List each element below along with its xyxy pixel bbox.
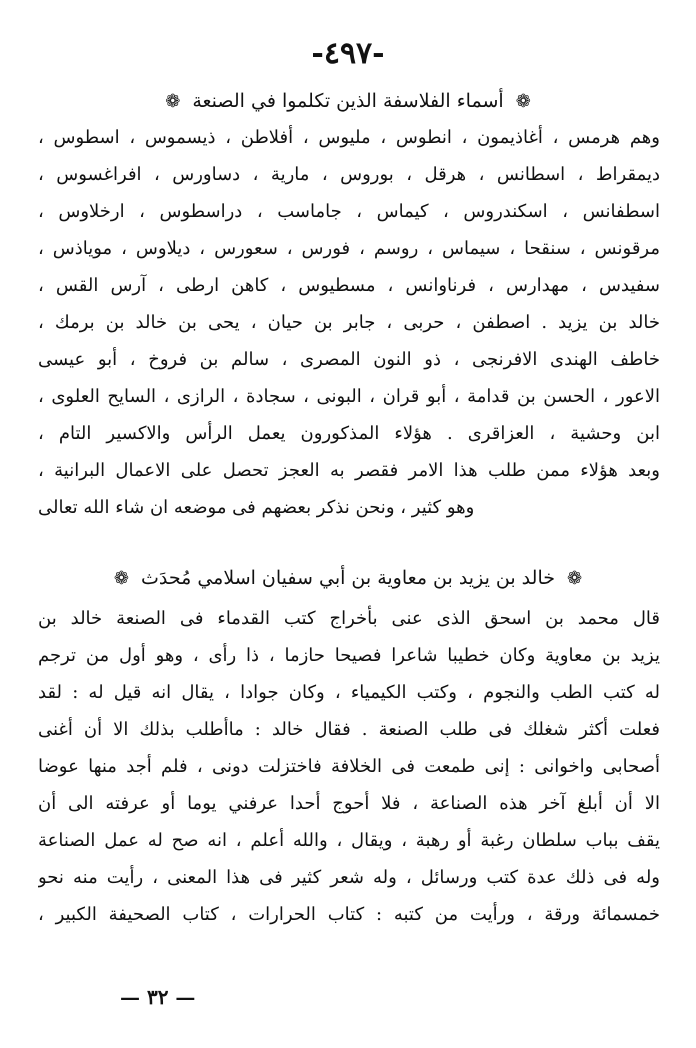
text-line: ديمقراط ، اسطانس ، هرقل ، بوروس ، مارية ، دساورس ، افراغسوس ، xyxy=(38,164,660,185)
text-line: اسطفانس ، اسكندروس ، كيماس ، جاماسب ، دراسطوس ، ارخلاوس ، xyxy=(38,201,660,222)
text-line: قال محمد بن اسحق الذى عنى بأخراج كتب القدماء فى الصنعة خالد بن xyxy=(38,608,660,629)
signature-mark: — ٣٢ — xyxy=(120,985,196,1009)
text-line: سفيدس ، مهدارس ، فرناوانس ، مسطيوس ، كاهن ارطى ، آرس القس ، xyxy=(38,275,660,296)
text-line: له كتب الطب والنجوم ، وكتب الكيمياء ، وكان جوادا ، يقال انه قيل له : لقد xyxy=(38,682,660,703)
text-line: الاعور ، الحسن بن قدامة ، أبو قران ، البونى ، سجادة ، الرازى ، السايح العلوى ، xyxy=(38,386,660,407)
text-line: الا أن أبلغ آخر هذه الصناعة ، فلا أحوج أحدا عرفني يوما أو عرفته الى أن xyxy=(38,793,660,814)
text-line: وهم هرمس ، أغاذيمون ، انطوس ، مليوس ، أفلاطن ، ذيسموس ، اسطوس ، xyxy=(38,127,660,148)
heading-text: أسماء الفلاسفة الذين تكلموا في الصنعة xyxy=(192,90,504,112)
section-heading-khalid xyxy=(40,563,656,594)
text-line: خمسمائة ورقة ، ورأيت من كتبه : كتاب الحرارات ، كتاب الصحيفة الكبير ، xyxy=(38,904,660,925)
text-line: وهو كثير ، ونحن نذكر بعضهم فى موضعه ان شاء الله تعالى xyxy=(38,497,475,518)
text-line: وله فى ذلك عدة كتب ورسائل ، وله شعر كثير فى هذا المعنى ، رأيت منه نحو xyxy=(38,867,660,888)
text-line: وبعد هؤلاء ممن طلب هذا الامر فقصر به العجز تحصل على الاعمال البرانية ، xyxy=(38,460,660,481)
text-line: فعلت أكثر شغلك فى طلب الصنعة . فقال خالد : ماأطلب بذلك الا أن أغنى xyxy=(38,719,660,740)
text-line: أصحابى واخوانى : إنى طمعت فى الخلافة فاختزلت دونى ، فلم أجد منها عوضا xyxy=(38,756,660,777)
text-line: يقف بباب سلطان رغبة أو رهبة ، ويقال ، والله أعلم ، انه صح له عمل الصناعة xyxy=(38,830,660,851)
philosophers-paragraph xyxy=(38,119,660,526)
text-line: يزيد بن معاوية وكان خطيبا شاعرا فصيحا حازما ، ذا رأى ، وهو أول من ترجم xyxy=(38,645,660,666)
section-heading-philosophers xyxy=(40,86,656,117)
ornament-icon: ❁ xyxy=(113,568,129,589)
ornament-icon: ❁ xyxy=(567,568,583,589)
text-line: خاطف الهندى الافرنجى ، ذو النون المصرى ، سالم بن فروخ ، أبو عيسى xyxy=(38,349,660,370)
text-line: ابن وحشية ، العزاقرى . هؤلاء المذكورون يعمل الرأس والاكسير التام ، xyxy=(38,423,660,444)
heading-text: خالد بن يزيد بن معاوية بن أبي سفيان اسلامي مُحدَث xyxy=(141,567,555,589)
page-number: -٤٩٧- xyxy=(311,36,385,71)
ornament-icon: ❁ xyxy=(165,91,181,112)
ornament-icon: ❁ xyxy=(515,91,531,112)
text-line: مرقونس ، سنقحا ، سيماس ، روسم ، فورس ، سعورس ، ديلاوس ، موياذس ، xyxy=(38,238,660,259)
text-line: خالد بن يزيد . اصطفن ، حربى ، جابر بن حيان ، يحى بن خالد بن برمك ، xyxy=(38,312,660,333)
khalid-paragraph xyxy=(38,600,660,933)
